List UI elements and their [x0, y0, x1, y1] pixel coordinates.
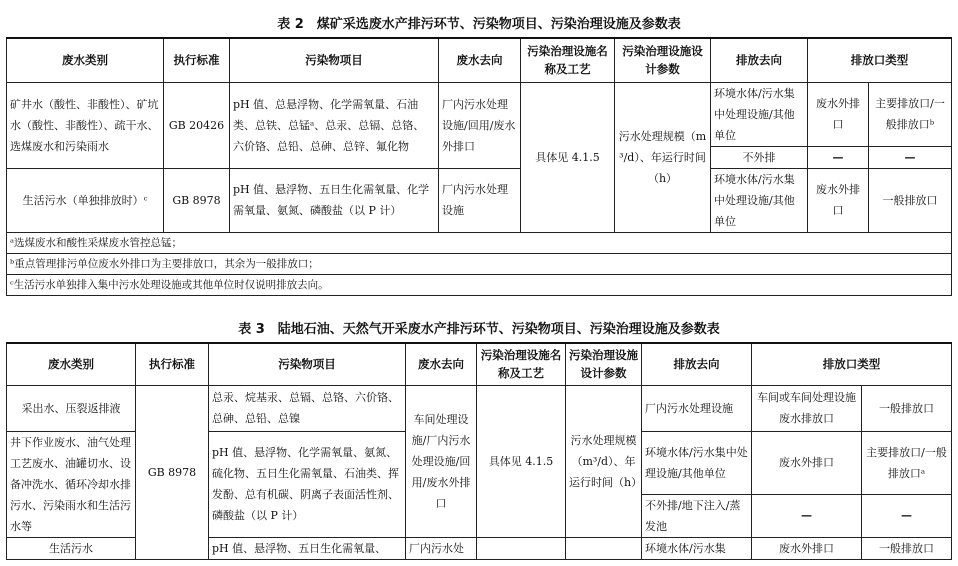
- header-standard: 执行标准: [164, 38, 230, 82]
- t3-row3-pollutants: pH 值、悬浮物、五日生化需氧量、: [209, 537, 406, 559]
- t2-row1-outlet: 废水外排口: [808, 82, 869, 146]
- t2-row2-outlet: 废水外排口: [808, 168, 869, 232]
- t2-row2-destination: 厂内污水处理设施: [439, 168, 521, 232]
- t3-row3-facility: [477, 537, 566, 559]
- t2-note-c: ᶜ生活污水单独排入集中污水处理设施或其他单位时仅说明排放去向。: [7, 274, 952, 295]
- t2-row1-standard: GB 20426: [164, 82, 230, 168]
- t3-row1-pollutants: 总汞、烷基汞、总镉、总铬、六价铬、总砷、总铅、总镍: [209, 385, 406, 431]
- t3-row1-outlet-type: 一般排放口: [862, 385, 952, 431]
- t3-row2-type: 井下作业废水、油气处理工艺废水、油罐切水、设备冲洗水、循环冷却水排污水、污染雨水和生活污水等: [7, 431, 136, 537]
- t3-row3-type: 生活污水: [7, 537, 136, 559]
- t3-row2-no-discharge: 不外排/地下注入/蒸发池: [642, 494, 752, 537]
- t2-row2-pollutants: pH 值、悬浮物、五日生化需氧量、化学需氧量、氨氮、磷酸盐（以 P 计）: [230, 168, 439, 232]
- t2-row1-no-discharge: 不外排: [711, 146, 808, 168]
- t2-row1-pollutants: pH 值、总悬浮物、化学需氧量、石油类、总铁、总锰ᵃ、总汞、总镉、总铬、六价铬、总铅、总砷、总锌、氟化物: [230, 82, 439, 168]
- t2-note-b: ᵇ重点管理排污单位废水外排口为主要排放口，其余为一般排放口；: [7, 253, 952, 274]
- table3-caption: 表 3 陆地石油、天然气开采废水产排污环节、污染物项目、污染治理设施及参数表: [238, 322, 720, 337]
- header-destination: 废水去向: [439, 38, 521, 82]
- t3-row3-outlet-type: 一般排放口: [862, 537, 952, 559]
- t3-row3-params: [566, 537, 642, 559]
- t3-row1-type: 采出水、压裂返排液: [7, 385, 136, 431]
- t2-row1-dash-a: —: [808, 146, 869, 168]
- t3-row2-dash-b: —: [862, 494, 952, 537]
- header-params: 污染治理设施设计参数: [615, 38, 711, 82]
- t2-facility: 具体见 4.1.5: [521, 82, 615, 232]
- t3-row1-discharge-dest: 厂内污水处理设施: [642, 385, 752, 431]
- t3-header-destination: 废水去向: [406, 343, 477, 385]
- t2-row1-type: 矿井水（酸性、非酸性）、矿坑水（酸性、非酸性）、疏干水、选煤废水和污染雨水: [7, 82, 164, 168]
- table2-caption: 表 2 煤矿采选废水产排污环节、污染物项目、污染治理设施及参数表: [277, 17, 681, 32]
- t3-row3-outlet: 废水外排口: [752, 537, 862, 559]
- header-facility: 污染治理设施名称及工艺: [521, 38, 615, 82]
- table2: [6, 37, 952, 296]
- t3-row2-pollutants: pH 值、悬浮物、化学需氧量、氨氮、硫化物、五日生化需氧量、石油类、挥发酚、总有机碳、阴离子表面活性剂、磷酸盐（以 P 计）: [209, 431, 406, 537]
- t3-header-params: 污染治理设施设计参数: [566, 343, 642, 385]
- t3-header-discharge-dest: 排放去向: [642, 343, 752, 385]
- t3-row2-outlet: 废水外排口: [752, 431, 862, 494]
- header-discharge-dest: 排放去向: [711, 38, 808, 82]
- t2-row1-discharge-dest: 环境水体/污水集中处理设施/其他单位: [711, 82, 808, 146]
- t3-facility: 具体见 4.1.5: [477, 385, 566, 537]
- t3-row3-discharge-dest: 环境水体/污水集: [642, 537, 752, 559]
- header-outlet-type: 排放口类型: [808, 38, 952, 82]
- t2-row2-standard: GB 8978: [164, 168, 230, 232]
- header-pollutants: 污染物项目: [230, 38, 439, 82]
- t2-row1-destination: 厂内污水处理设施/回用/废水外排口: [439, 82, 521, 168]
- t3-header-standard: 执行标准: [136, 343, 209, 385]
- t3-row2-discharge-dest: 环境水体/污水集中处理设施/其他单位: [642, 431, 752, 494]
- t3-header-pollutants: 污染物项目: [209, 343, 406, 385]
- header-wastewater-type: 废水类别: [7, 38, 164, 82]
- t3-row3-destination: 厂内污水处: [406, 537, 477, 559]
- t3-header-facility: 污染治理设施名称及工艺: [477, 343, 566, 385]
- t3-destination: 车间处理设施/厂内污水处理设施/回用/废水外排口: [406, 385, 477, 537]
- t2-row2-outlet-type: 一般排放口: [869, 168, 952, 232]
- table3: [6, 342, 952, 560]
- t3-params: 污水处理规模（m³/d）、年运行时间（h）: [566, 385, 642, 537]
- t2-row1-outlet-type: 主要排放口/一般排放口ᵇ: [869, 82, 952, 146]
- t2-note-a: ᵃ选煤废水和酸性采煤废水管控总锰；: [7, 232, 952, 253]
- t3-row2-outlet-type: 主要排放口/一般排放口ᵃ: [862, 431, 952, 494]
- t3-header-wastewater-type: 废水类别: [7, 343, 136, 385]
- t3-row1-outlet: 车间或车间处理设施废水排放口: [752, 385, 862, 431]
- t3-header-outlet-type: 排放口类型: [752, 343, 952, 385]
- t2-row2-discharge-dest: 环境水体/污水集中处理设施/其他单位: [711, 168, 808, 232]
- t2-params: 污水处理规模（m³/d）、年运行时间（h）: [615, 82, 711, 232]
- t3-row2-dash-a: —: [752, 494, 862, 537]
- t2-row2-type: 生活污水（单独排放时）ᶜ: [7, 168, 164, 232]
- t3-standard: GB 8978: [136, 385, 209, 559]
- t2-row1-dash-b: —: [869, 146, 952, 168]
